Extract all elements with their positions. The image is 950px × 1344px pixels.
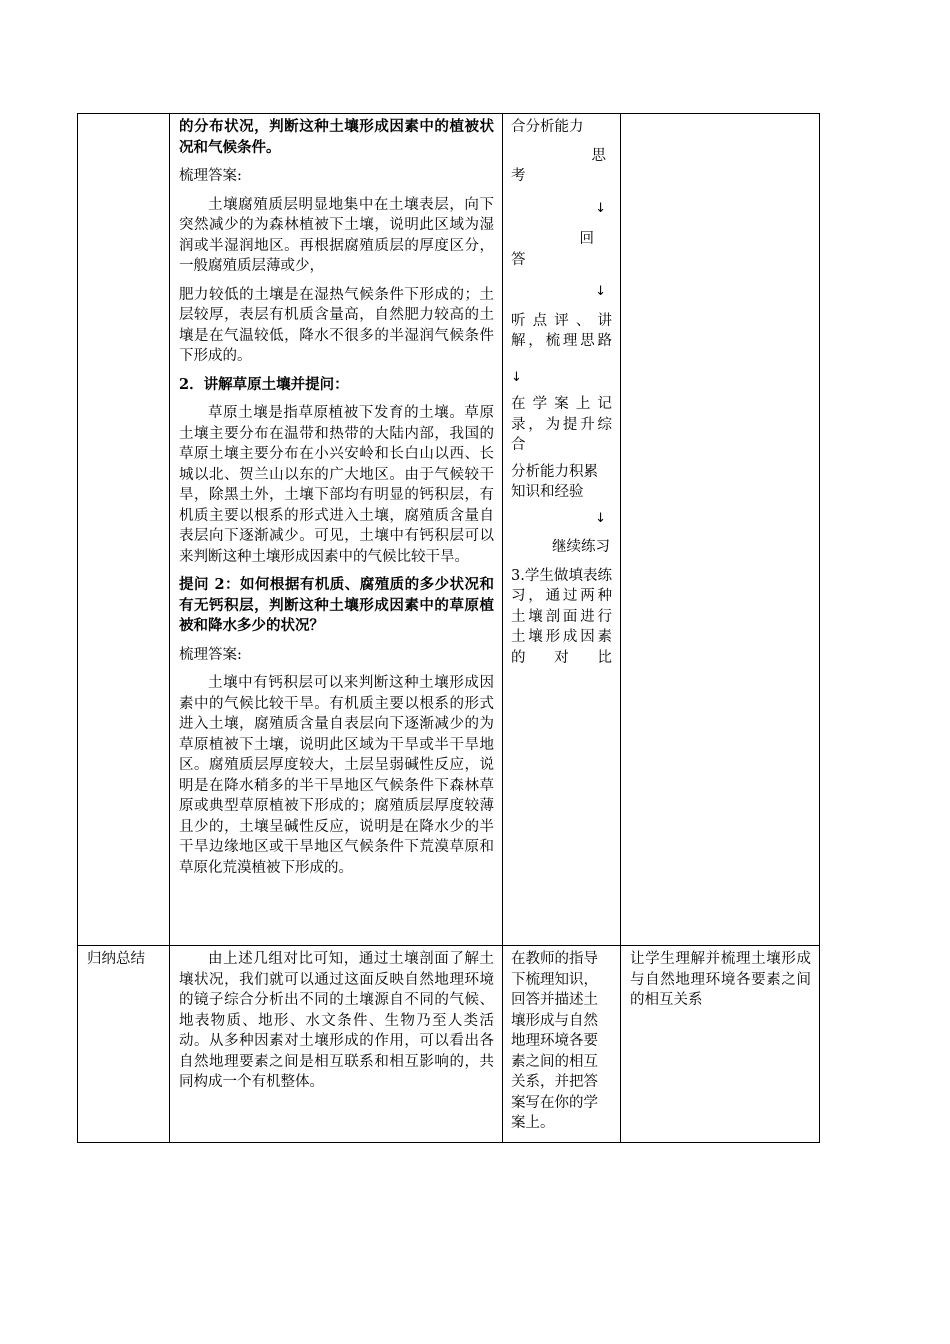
grassland-soil-paragraph: 草原土壤是指草原植被下发育的土壤。草原土壤主要分布在温带和热带的大陆内部，我国的草原土壤主要分布在小兴安岭和长白山以西、长城以北、贺兰山以东的广大地区。由于气候较干旱，除黑土外，土壤下部均有明显的钙积层，有机质主要以根系的形式进入土壤，腐殖质含量自表层向下逐渐减少。可见，土壤中有钙积层可以来判断这种土壤形成因素中的气候比较干旱。 <box>179 405 494 565</box>
table-row <box>78 114 820 946</box>
student-text-think-a: 思 <box>591 147 606 164</box>
design-intent-cell <box>621 946 820 1143</box>
student-text-answer-b: 答 <box>511 251 526 268</box>
down-arrow-icon: ↓ <box>511 369 522 385</box>
down-arrow-icon: ↓ <box>595 510 606 526</box>
student-text-4: 听点评、讲解，梳理思路 <box>511 312 612 349</box>
summary-paragraph: 由上述几组对比可知，通过土壤剖面了解土壤状况，我们就可以通过这面反映自然地理环境的镜子综合分析出不同的土壤源自不同的气候、地表物质、地形、水文条件、生物乃至人类活动。从多种因素对土壤形成的作用，可以看出各自然地理要素之间是相互联系和相互影响的，共同构成一个有机整体。 <box>179 951 494 1090</box>
section-2-heading: 2．讲解草原土壤并提问： <box>179 375 349 393</box>
teacher-activity-cell <box>170 114 503 946</box>
stage-cell-empty <box>78 114 170 946</box>
student-text-5: 在学案上记录，为提升综合 <box>511 396 612 453</box>
answer-1-label: 梳理答案: <box>179 168 242 184</box>
stage-cell <box>78 946 170 1143</box>
student-text-7: 继续练习 <box>552 539 610 555</box>
student-summary-text: 在教师的指导下梳理知识，回答并描述土壤形成与自然地理环境各要素之间的相互关系，并把答案写在你的学案上。 <box>511 951 598 1131</box>
student-text-6: 分析能力积累知识和经验 <box>511 463 598 500</box>
student-text-8: 3.学生做填表练习，通过两种土壤剖面进行土壤形成因素的对比 <box>511 567 612 666</box>
student-activity-cell <box>503 114 621 946</box>
answer-2-label: 梳理答案: <box>179 646 242 663</box>
stage-label: 归纳总结 <box>87 951 145 967</box>
lesson-plan-table <box>77 113 820 1143</box>
answer-2-paragraph: 土壤中有钙积层可以来判断这种土壤形成因素中的气候比较干旱。有机质主要以根系的形式进入土壤，腐殖质含量自表层向下逐渐减少的为草原植被下土壤，说明此区域为干旱或半干旱地区。腐殖质层厚度较大，土层呈弱碱性反应，说明是在降水稍多的半干旱地区气候条件下森林草原或典型草原植被下形成的；腐殖质层厚度较薄且少的，土壤呈碱性反应，说明是在降水少的半干旱边缘地区或干旱地区气候条件下荒漠草原和草原化荒漠植被下形成的。 <box>179 675 494 876</box>
student-text-1: 合分析能力 <box>511 119 584 135</box>
question-1-tail: 的分布状况，判断这种土壤形成因素中的植被状况和气候条件。 <box>179 118 494 156</box>
answer-1-paragraph-1: 土壤腐殖质层明显地集中在土壤表层，向下突然减少的为森林植被下土壤，说明此区域为湿润或半湿润地区。再根据腐殖质层的厚度区分，一般腐殖质层薄或少， <box>179 196 494 274</box>
down-arrow-icon: ↓ <box>595 284 606 299</box>
teacher-activity-cell <box>170 946 503 1143</box>
student-text-think-b: 考 <box>511 168 526 184</box>
design-intent-cell-empty <box>621 114 820 946</box>
question-2: 提问 2：如何根据有机质、腐殖质的多少状况和有无钙积层，判断这种土壤形成因素中的草原植被和降水多少的状况？ <box>179 576 494 634</box>
answer-1-paragraph-2: 肥力较低的土壤是在湿热气候条件下形成的；土层较厚，表层有机质含量高，自然肥力较高的土壤是在气温较低，降水不很多的半湿润气候条件下形成的。 <box>179 286 494 364</box>
student-activity-cell <box>503 946 621 1143</box>
student-text-answer-a: 回 <box>579 231 594 247</box>
table-row <box>78 946 820 1143</box>
design-intent-text: 让学生理解并梳理土壤形成与自然地理环境各要素之间的相互关系 <box>630 951 811 1008</box>
down-arrow-icon: ↓ <box>595 200 606 216</box>
